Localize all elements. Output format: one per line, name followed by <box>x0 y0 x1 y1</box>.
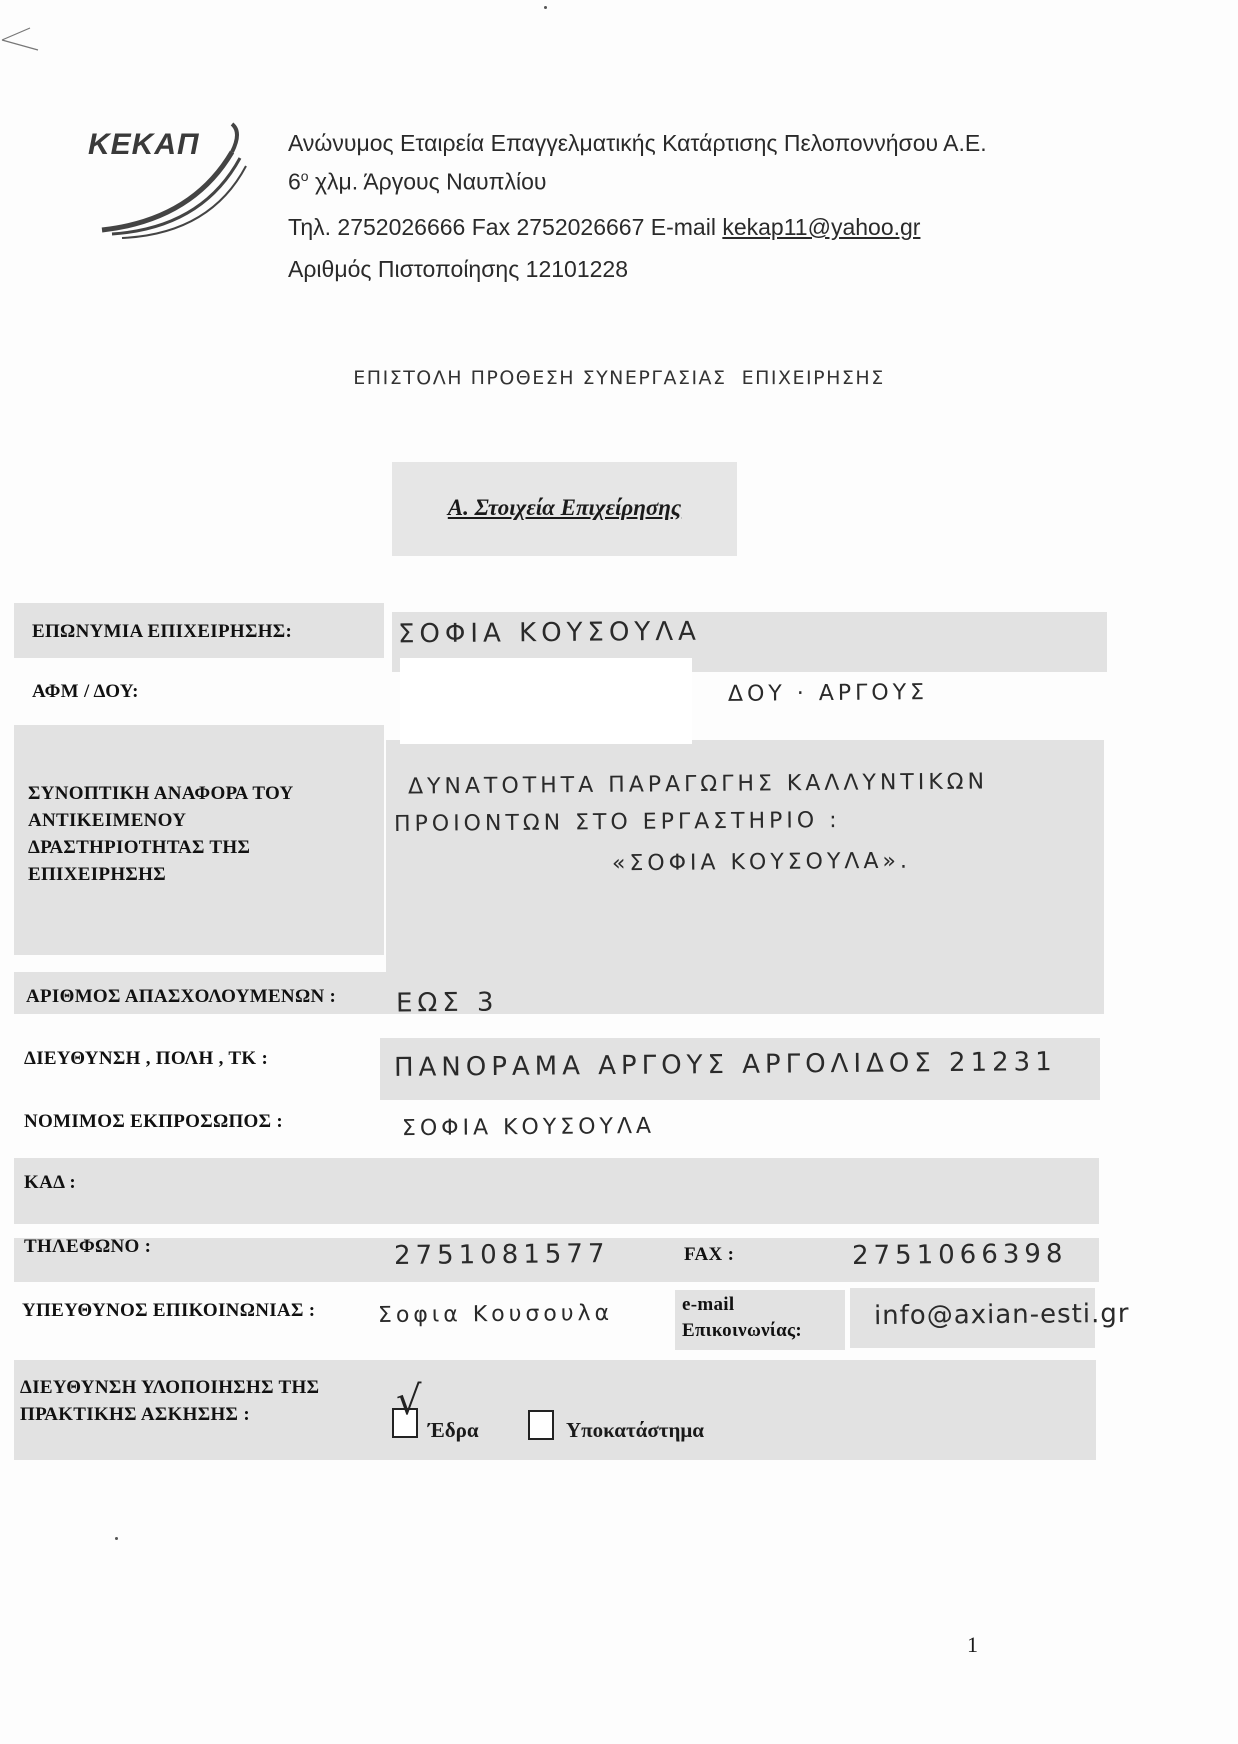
activity-line-3: «ΣΟΦΙΑ ΚΟΥΣΟΥΛΑ». <box>611 848 912 877</box>
kad-label: ΚΑΔ : <box>24 1172 76 1193</box>
rep-label: ΝΟΜΙΜΟΣ ΕΚΠΡΟΣΩΠΟΣ : <box>24 1111 284 1132</box>
fax-value: 2751066398 <box>851 1239 1068 1271</box>
doy-value: ΔΟΥ · ΑΡΓΟΥΣ <box>727 680 929 707</box>
company-value: ΣΟΦΙΑ ΚΟΥΣΟΥΛΑ <box>397 616 701 650</box>
page-number: 1 <box>967 1632 978 1657</box>
email-link[interactable]: kekap11@yahoo.gr <box>722 214 921 240</box>
email-label-2: Επικοινωνίας: <box>682 1320 802 1341</box>
employees-value: ΕΩΣ 3 <box>395 987 499 1019</box>
activity-label: ΣΥΝΟΠΤΙΚΗ ΑΝΑΦΟΡΑ ΤΟΥ ΑΝΤΙΚΕΙΜΕΝΟΥ ΔΡΑΣΤΗΡΙΟΤΗΤΑΣ ΤΗΣ ΕΠΙΧΕΙΡΗΣΗΣ <box>28 783 294 885</box>
logo-text: KEKAΠ <box>88 128 200 161</box>
address-value: ΠΑΝΟΡΑΜΑ ΑΡΓΟΥΣ ΑΡΓΟΛΙΔΟΣ 21231 <box>393 1047 1057 1083</box>
certification-number: Αριθμός Πιστοποίησης 12101228 <box>288 256 629 282</box>
email-value: info@axian-esti.gr <box>873 1298 1130 1332</box>
phone-label: ΤΗΛΕΦΩΝΟ : <box>24 1236 152 1257</box>
fax-label: FAX : <box>684 1244 735 1265</box>
activity-line-2: ΠΡΟΙΟΝΤΩΝ ΣΤΟ ΕΡΓΑΣΤΗΡΙΟ : <box>393 808 841 837</box>
address-label: ΔΙΕΥΘΥΝΣΗ , ΠΟΛΗ , ΤΚ : <box>24 1048 269 1069</box>
phone-value: 2751081577 <box>393 1239 610 1271</box>
contact-value: Σοφια Κουσουλα <box>377 1300 614 1329</box>
scan-dot <box>544 6 547 9</box>
contact-label: ΥΠΕΥΘΥΝΟΣ ΕΠΙΚΟΙΝΩΝΙΑΣ : <box>22 1300 316 1321</box>
scan-artifact <box>0 0 40 60</box>
seat-label: Έδρα <box>428 1418 479 1442</box>
letter-title: ΕΠΙΣΤΟΛΗ ΠΡΟΘΕΣΗ ΣΥΝΕΡΓΑΣΙΑΣ ΕΠΙΧΕΙΡΗΣΗΣ <box>353 367 885 389</box>
company-label: ΕΠΩΝΥΜΙΑ ΕΠΙΧΕΙΡΗΣΗΣ: <box>32 621 293 642</box>
band-kad <box>14 1158 1099 1224</box>
rep-value: ΣΟΦΙΑ ΚΟΥΣΟΥΛΑ <box>401 1113 656 1142</box>
company-address: $6^o$ χλμ. Άργους Ναυπλίου <box>288 168 547 195</box>
checkmark-icon: √ <box>396 1378 422 1424</box>
employees-label: ΑΡΙΘΜΟΣ ΑΠΑΣΧΟΛΟΥΜΕΝΩΝ : <box>26 986 337 1007</box>
scan-dot <box>115 1537 118 1540</box>
company-contact: Τηλ. 2752026666 Fax 2752026667 E-mail kekap11@yahoo.gr <box>288 214 921 240</box>
redacted-afm <box>400 658 692 744</box>
afm-label: ΑΦΜ / ΔΟΥ: <box>32 681 139 702</box>
branch-checkbox[interactable] <box>528 1410 554 1440</box>
section-title: Α. Στοιχεία Επιχείρησης <box>447 495 682 520</box>
company-name: Ανώνυμος Εταιρεία Επαγγελματικής Κατάρτισης Πελοποννήσου Α.Ε. <box>288 130 987 156</box>
practice-label: ΔΙΕΥΘΥΝΣΗ ΥΛΟΠΟΙΗΣΗΣ ΤΗΣ ΠΡΑΚΤΙΚΗΣ ΑΣΚΗΣΗΣ : <box>20 1377 320 1425</box>
branch-label: Υποκατάστημα <box>566 1418 704 1442</box>
activity-line-1: ΔΥΝΑΤΟΤΗΤΑ ΠΑΡΑΓΩΓΗΣ ΚΑΛΛΥΝΤΙΚΩΝ <box>407 769 989 800</box>
email-label-1: e-mail <box>682 1294 735 1315</box>
